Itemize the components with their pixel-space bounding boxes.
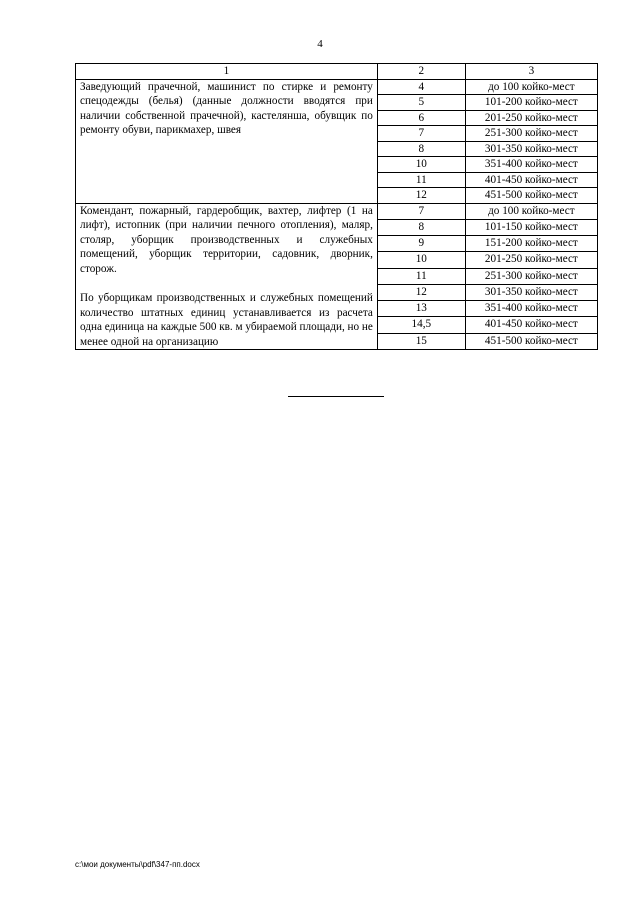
table-row [76, 203, 598, 219]
position-description-cell [76, 79, 378, 203]
staff-units-cell: 12 [377, 284, 465, 300]
bed-capacity-cell: 351-400 койко-мест [465, 157, 597, 173]
staff-units-cell: 6 [377, 110, 465, 126]
header-col-2: 2 [377, 64, 465, 80]
staff-units-cell: 4 [377, 79, 465, 95]
bed-capacity-cell: до 100 койко-мест [465, 203, 597, 219]
header-col-3: 3 [465, 64, 597, 80]
staff-units-cell: 10 [377, 252, 465, 268]
bed-capacity-cell: 201-250 койко-мест [465, 110, 597, 126]
bed-capacity-cell: 451-500 койко-мест [465, 188, 597, 204]
staff-units-cell: 7 [377, 126, 465, 142]
position-description-text: Заведующий прачечной, машинист по стирке и ремонту спецодежды (белья) (данные должности вводятся при наличии собственной прачечной), кастелянша, обувщик по ремонту обуви, парикмахер, швея [80, 80, 373, 136]
staffing-table [75, 63, 598, 350]
page-number: 4 [317, 38, 323, 50]
bed-capacity-cell: 151-200 койко-мест [465, 236, 597, 252]
bed-capacity-cell: 301-350 койко-мест [465, 284, 597, 300]
staff-units-cell: 11 [377, 268, 465, 284]
bed-capacity-cell: до 100 койко-мест [465, 79, 597, 95]
table-row [76, 79, 598, 95]
position-description-cell [76, 203, 378, 350]
staff-units-cell: 12 [377, 188, 465, 204]
staff-units-cell: 15 [377, 333, 465, 349]
bed-capacity-cell: 201-250 койко-мест [465, 252, 597, 268]
staff-units-cell: 8 [377, 219, 465, 235]
staff-units-cell: 13 [377, 301, 465, 317]
bed-capacity-cell: 351-400 койко-мест [465, 301, 597, 317]
position-description-text: По уборщикам производственных и служебных помещений количество штатных единиц устанавливается из расчета одна единица на каждые 500 кв. м убираемой площади, но не менее одной на организацию [80, 292, 373, 348]
bed-capacity-cell: 101-200 койко-мест [465, 95, 597, 111]
staff-units-cell: 11 [377, 172, 465, 188]
staff-units-cell: 8 [377, 141, 465, 157]
bed-capacity-cell: 251-300 койко-мест [465, 268, 597, 284]
file-path: c:\мои документы\pdf\347-пп.docx [75, 860, 200, 869]
position-description-text: Комендант, пожарный, гардеробщик, вахтер, лифтер (1 на лифт), истопник (при наличии печного отопления), маляр, столяр, уборщик производственных и служебных помещений, уборщик территории, садовник, дворник, сторож. [80, 204, 373, 275]
bed-capacity-cell: 301-350 койко-мест [465, 141, 597, 157]
staff-units-cell: 9 [377, 236, 465, 252]
bed-capacity-cell: 401-450 койко-мест [465, 172, 597, 188]
bed-capacity-cell: 251-300 койко-мест [465, 126, 597, 142]
staff-units-cell: 10 [377, 157, 465, 173]
header-col-1: 1 [76, 64, 378, 80]
staff-units-cell: 5 [377, 95, 465, 111]
separator-line [288, 396, 384, 397]
bed-capacity-cell: 101-150 койко-мест [465, 219, 597, 235]
staff-units-cell: 7 [377, 203, 465, 219]
table-header-row [76, 64, 598, 80]
bed-capacity-cell: 401-450 койко-мест [465, 317, 597, 333]
bed-capacity-cell: 451-500 койко-мест [465, 333, 597, 349]
staff-units-cell: 14,5 [377, 317, 465, 333]
